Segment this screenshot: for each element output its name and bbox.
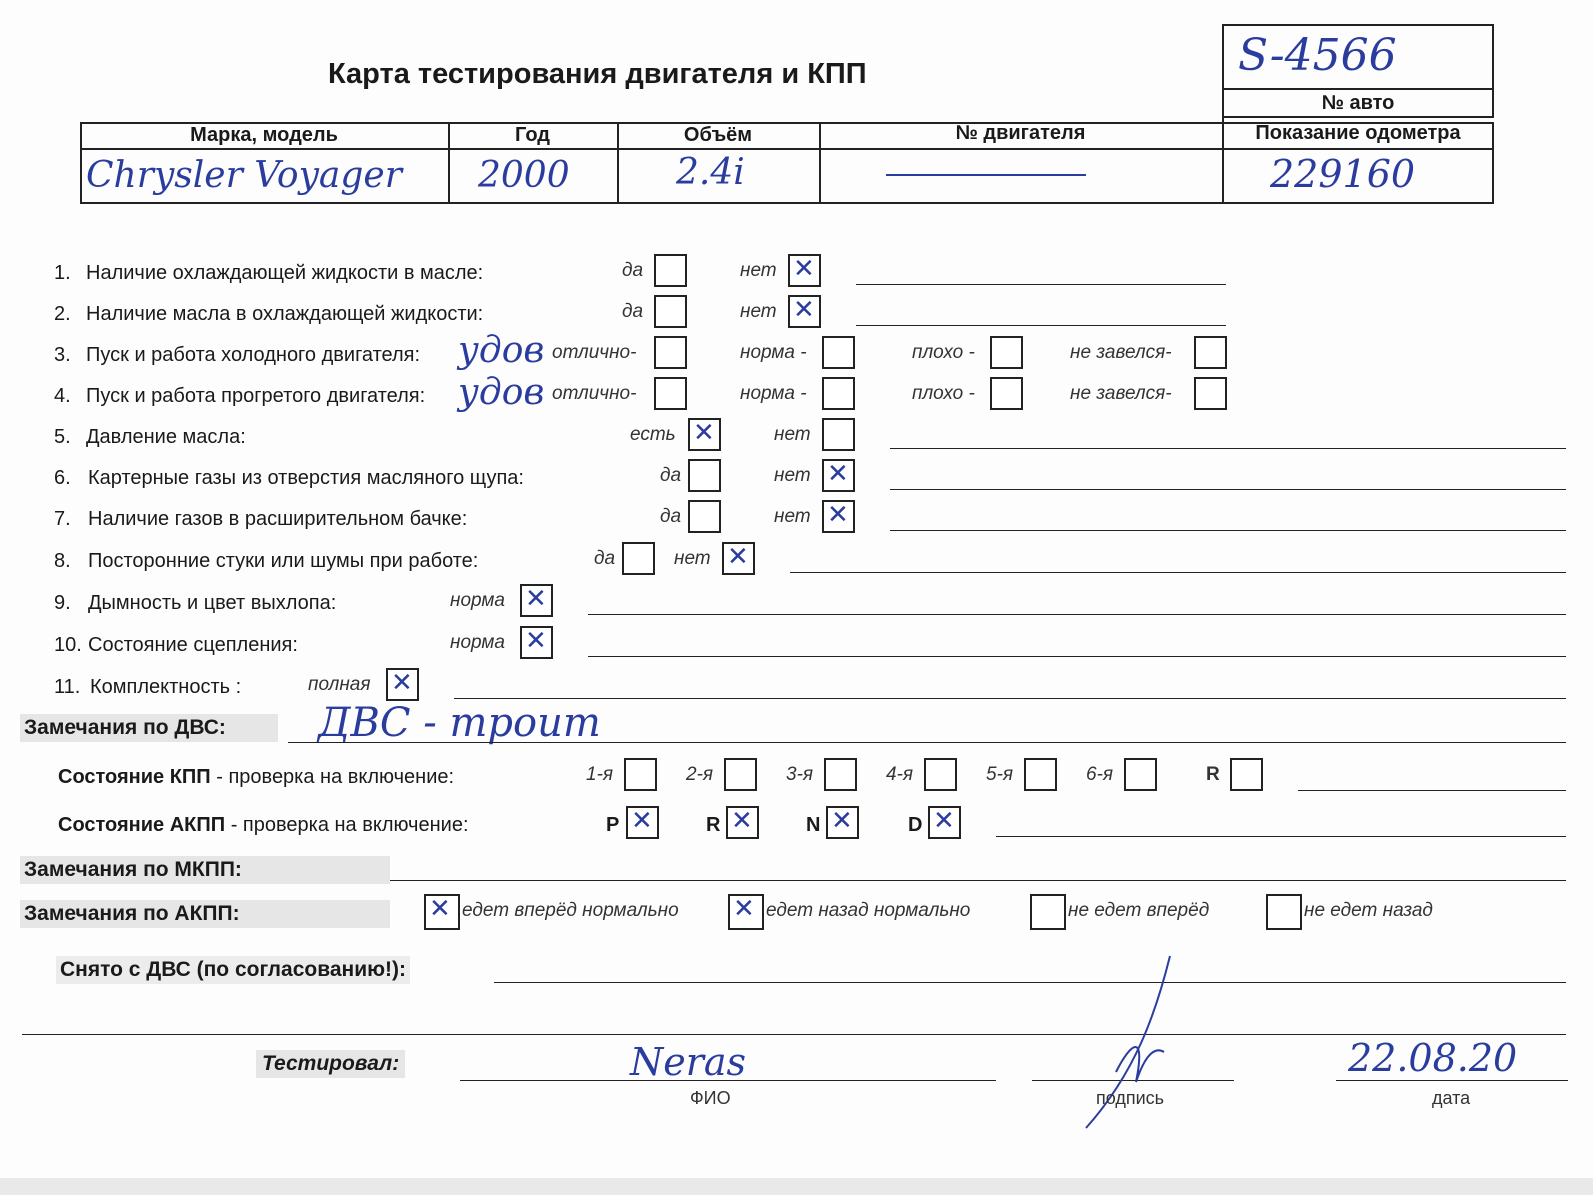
akpp-note-line — [996, 836, 1566, 837]
checkbox-item3-excellent[interactable] — [654, 336, 687, 369]
option-label: не завелся- — [1070, 342, 1172, 363]
checkbox-gear-4[interactable] — [924, 758, 957, 791]
checkbox-gear-1[interactable] — [624, 758, 657, 791]
option-label: нет — [674, 548, 711, 569]
option-label: нет — [740, 260, 777, 281]
checkbox-mode-n[interactable] — [826, 806, 859, 839]
gear-label: 6-я — [1086, 764, 1114, 785]
item6-note-line — [890, 489, 1566, 490]
item4-handwritten-note: удов — [458, 372, 545, 413]
item8-note-line — [790, 572, 1566, 573]
col-make-model: Марка, модель — [190, 124, 338, 146]
item5-note-line — [890, 448, 1566, 449]
checkbox-no-forward[interactable] — [1030, 894, 1066, 930]
item-label: Комплектность : — [90, 676, 242, 698]
gear-label: 2-я — [686, 764, 714, 785]
mode-label: R — [706, 814, 721, 836]
col-engine-number: № двигателя — [955, 122, 1086, 144]
gear-label: 1-я — [586, 764, 614, 785]
checkbox-gear-r[interactable] — [1230, 758, 1263, 791]
name-line — [460, 1080, 996, 1081]
checkbox-mode-d[interactable] — [928, 806, 961, 839]
signature-caption: подпись — [1096, 1088, 1165, 1108]
kpp-note-line — [1298, 790, 1566, 791]
checkbox-item4-normal[interactable] — [822, 377, 855, 410]
mode-label: D — [908, 814, 923, 836]
name-caption: ФИО — [690, 1088, 731, 1108]
option-label: отлично- — [552, 383, 637, 404]
option-label: есть — [630, 424, 676, 445]
car-number-label: № авто — [1321, 92, 1395, 114]
item-number: 5. — [54, 426, 71, 448]
item-label: Наличие газов в расширительном бачке: — [88, 508, 468, 530]
item-label: Давление масла: — [86, 426, 246, 448]
option-label: да — [594, 548, 616, 569]
option-label: едет вперёд нормально — [462, 900, 679, 921]
kpp-label: Состояние КПП - проверка на включение: — [58, 766, 455, 788]
remarks-akpp-label: Замечания по АКПП: — [20, 900, 390, 928]
item-number: 3. — [54, 344, 71, 366]
item-number: 9. — [54, 592, 71, 614]
mode-label: P — [606, 814, 620, 836]
checkbox-item4-not-started[interactable] — [1194, 377, 1227, 410]
col-volume: Объём — [683, 124, 753, 146]
checkbox-item5-absent[interactable] — [822, 418, 855, 451]
mode-label: N — [806, 814, 821, 836]
item-number: 1. — [54, 262, 71, 284]
checkbox-item1-yes[interactable] — [654, 254, 687, 287]
checkbox-item4-bad[interactable] — [990, 377, 1023, 410]
removed-line — [494, 982, 1566, 983]
option-label: нет — [774, 465, 811, 486]
checkbox-backward-ok[interactable] — [728, 894, 764, 930]
gear-label: 5-я — [986, 764, 1014, 785]
option-label: да — [622, 301, 644, 322]
item-number: 8. — [54, 550, 71, 572]
option-label: плохо - — [912, 383, 975, 404]
checkbox-item11-complete[interactable] — [386, 668, 419, 701]
option-label: норма - — [740, 383, 807, 404]
checkbox-no-backward[interactable] — [1266, 894, 1302, 930]
tester-name: Neras — [630, 1040, 747, 1084]
date-value: 22.08.20 — [1348, 1036, 1518, 1080]
checkbox-item6-yes[interactable] — [688, 459, 721, 492]
checkbox-gear-3[interactable] — [824, 758, 857, 791]
remarks-mkpp-label: Замечания по МКПП: — [20, 856, 390, 884]
tested-by-label: Тестировал: — [256, 1050, 405, 1078]
option-label: нет — [774, 506, 811, 527]
gear-label: R — [1206, 764, 1220, 785]
checkbox-gear-2[interactable] — [724, 758, 757, 791]
col-year: Год — [515, 124, 550, 146]
car-number-value: S-4566 — [1238, 30, 1397, 81]
item9-note-line — [588, 614, 1566, 615]
separator-line — [22, 1034, 1566, 1035]
page-title: Карта тестирования двигателя и КПП — [328, 58, 867, 90]
remarks-engine-value: ДВС - троит — [318, 700, 601, 746]
option-label: полная — [308, 674, 371, 695]
item-number: 11. — [54, 676, 81, 698]
item-number: 6. — [54, 467, 71, 489]
checkbox-item3-bad[interactable] — [990, 336, 1023, 369]
checkbox-gear-5[interactable] — [1024, 758, 1057, 791]
checkbox-gear-6[interactable] — [1124, 758, 1157, 791]
item-label: Наличие охлаждающей жидкости в масле: — [86, 262, 484, 284]
item-number: 4. — [54, 385, 71, 407]
remarks-engine-line — [288, 742, 1566, 743]
value-year: 2000 — [478, 155, 570, 196]
checkbox-item9-normal[interactable] — [520, 584, 553, 617]
item-number: 10. — [54, 634, 82, 656]
item-number: 7. — [54, 508, 71, 530]
option-label: отлично- — [552, 342, 637, 363]
checkbox-item2-no[interactable] — [788, 295, 821, 328]
item-number: 2. — [54, 303, 71, 325]
checkbox-item3-normal[interactable] — [822, 336, 855, 369]
value-volume: 2.4i — [676, 152, 745, 193]
checkbox-item10-normal[interactable] — [520, 626, 553, 659]
item-label: Картерные газы из отверстия масляного щупа: — [88, 467, 524, 489]
item-label: Пуск и работа холодного двигателя: — [86, 344, 421, 366]
item-label: Наличие масла в охлаждающей жидкости: — [86, 303, 484, 325]
remarks-engine-label: Замечания по ДВС: — [20, 714, 278, 742]
option-label: не едет назад — [1304, 900, 1433, 921]
checkbox-item1-no[interactable] — [788, 254, 821, 287]
checkbox-item8-no[interactable] — [722, 542, 755, 575]
paper-edge — [0, 1178, 1593, 1195]
option-label: да — [622, 260, 644, 281]
option-label: плохо - — [912, 342, 975, 363]
item10-note-line — [588, 656, 1566, 657]
option-label: нет — [774, 424, 811, 445]
item-label: Посторонние стуки или шумы при работе: — [88, 550, 479, 572]
item2-note-line — [856, 325, 1226, 326]
item7-note-line — [890, 530, 1566, 531]
checkbox-mode-r[interactable] — [726, 806, 759, 839]
value-odometer: 229160 — [1270, 152, 1416, 196]
item-label: Пуск и работа прогретого двигателя: — [86, 385, 426, 407]
value-engine-number-dash — [886, 174, 1086, 176]
checkbox-item6-no[interactable] — [822, 459, 855, 492]
gear-label: 3-я — [786, 764, 814, 785]
date-caption: дата — [1432, 1088, 1471, 1108]
checkbox-item8-yes[interactable] — [622, 542, 655, 575]
item-label: Дымность и цвет выхлопа: — [88, 592, 337, 614]
akpp-label: Состояние АКПП - проверка на включение: — [58, 814, 469, 836]
checkbox-item4-excellent[interactable] — [654, 377, 687, 410]
col-odometer: Показание одометра — [1255, 122, 1461, 144]
checkbox-forward-ok[interactable] — [424, 894, 460, 930]
gear-label: 4-я — [886, 764, 914, 785]
item1-note-line — [856, 284, 1226, 285]
option-label: норма — [450, 632, 505, 653]
option-label: норма — [450, 590, 505, 611]
value-make-model: Chrysler Voyager — [86, 155, 402, 196]
checkbox-item2-yes[interactable] — [654, 295, 687, 328]
option-label: да — [660, 465, 682, 486]
item-label: Состояние сцепления: — [88, 634, 298, 656]
option-label: не едет вперёд — [1068, 900, 1210, 921]
item11-note-line — [454, 698, 1566, 699]
checkbox-item3-not-started[interactable] — [1194, 336, 1227, 369]
item3-handwritten-note: удов — [458, 330, 545, 371]
option-label: едет назад нормально — [766, 900, 971, 921]
checkbox-mode-p[interactable] — [626, 806, 659, 839]
date-line — [1336, 1080, 1568, 1081]
checkbox-item5-present[interactable] — [688, 418, 721, 451]
removed-label: Снято с ДВС (по согласованию!): — [56, 956, 410, 984]
checkbox-item7-no[interactable] — [822, 500, 855, 533]
option-label: норма - — [740, 342, 807, 363]
option-label: нет — [740, 301, 777, 322]
remarks-mkpp-line — [390, 880, 1566, 881]
option-label: да — [660, 506, 682, 527]
checkbox-item7-yes[interactable] — [688, 500, 721, 533]
option-label: не завелся- — [1070, 383, 1172, 404]
